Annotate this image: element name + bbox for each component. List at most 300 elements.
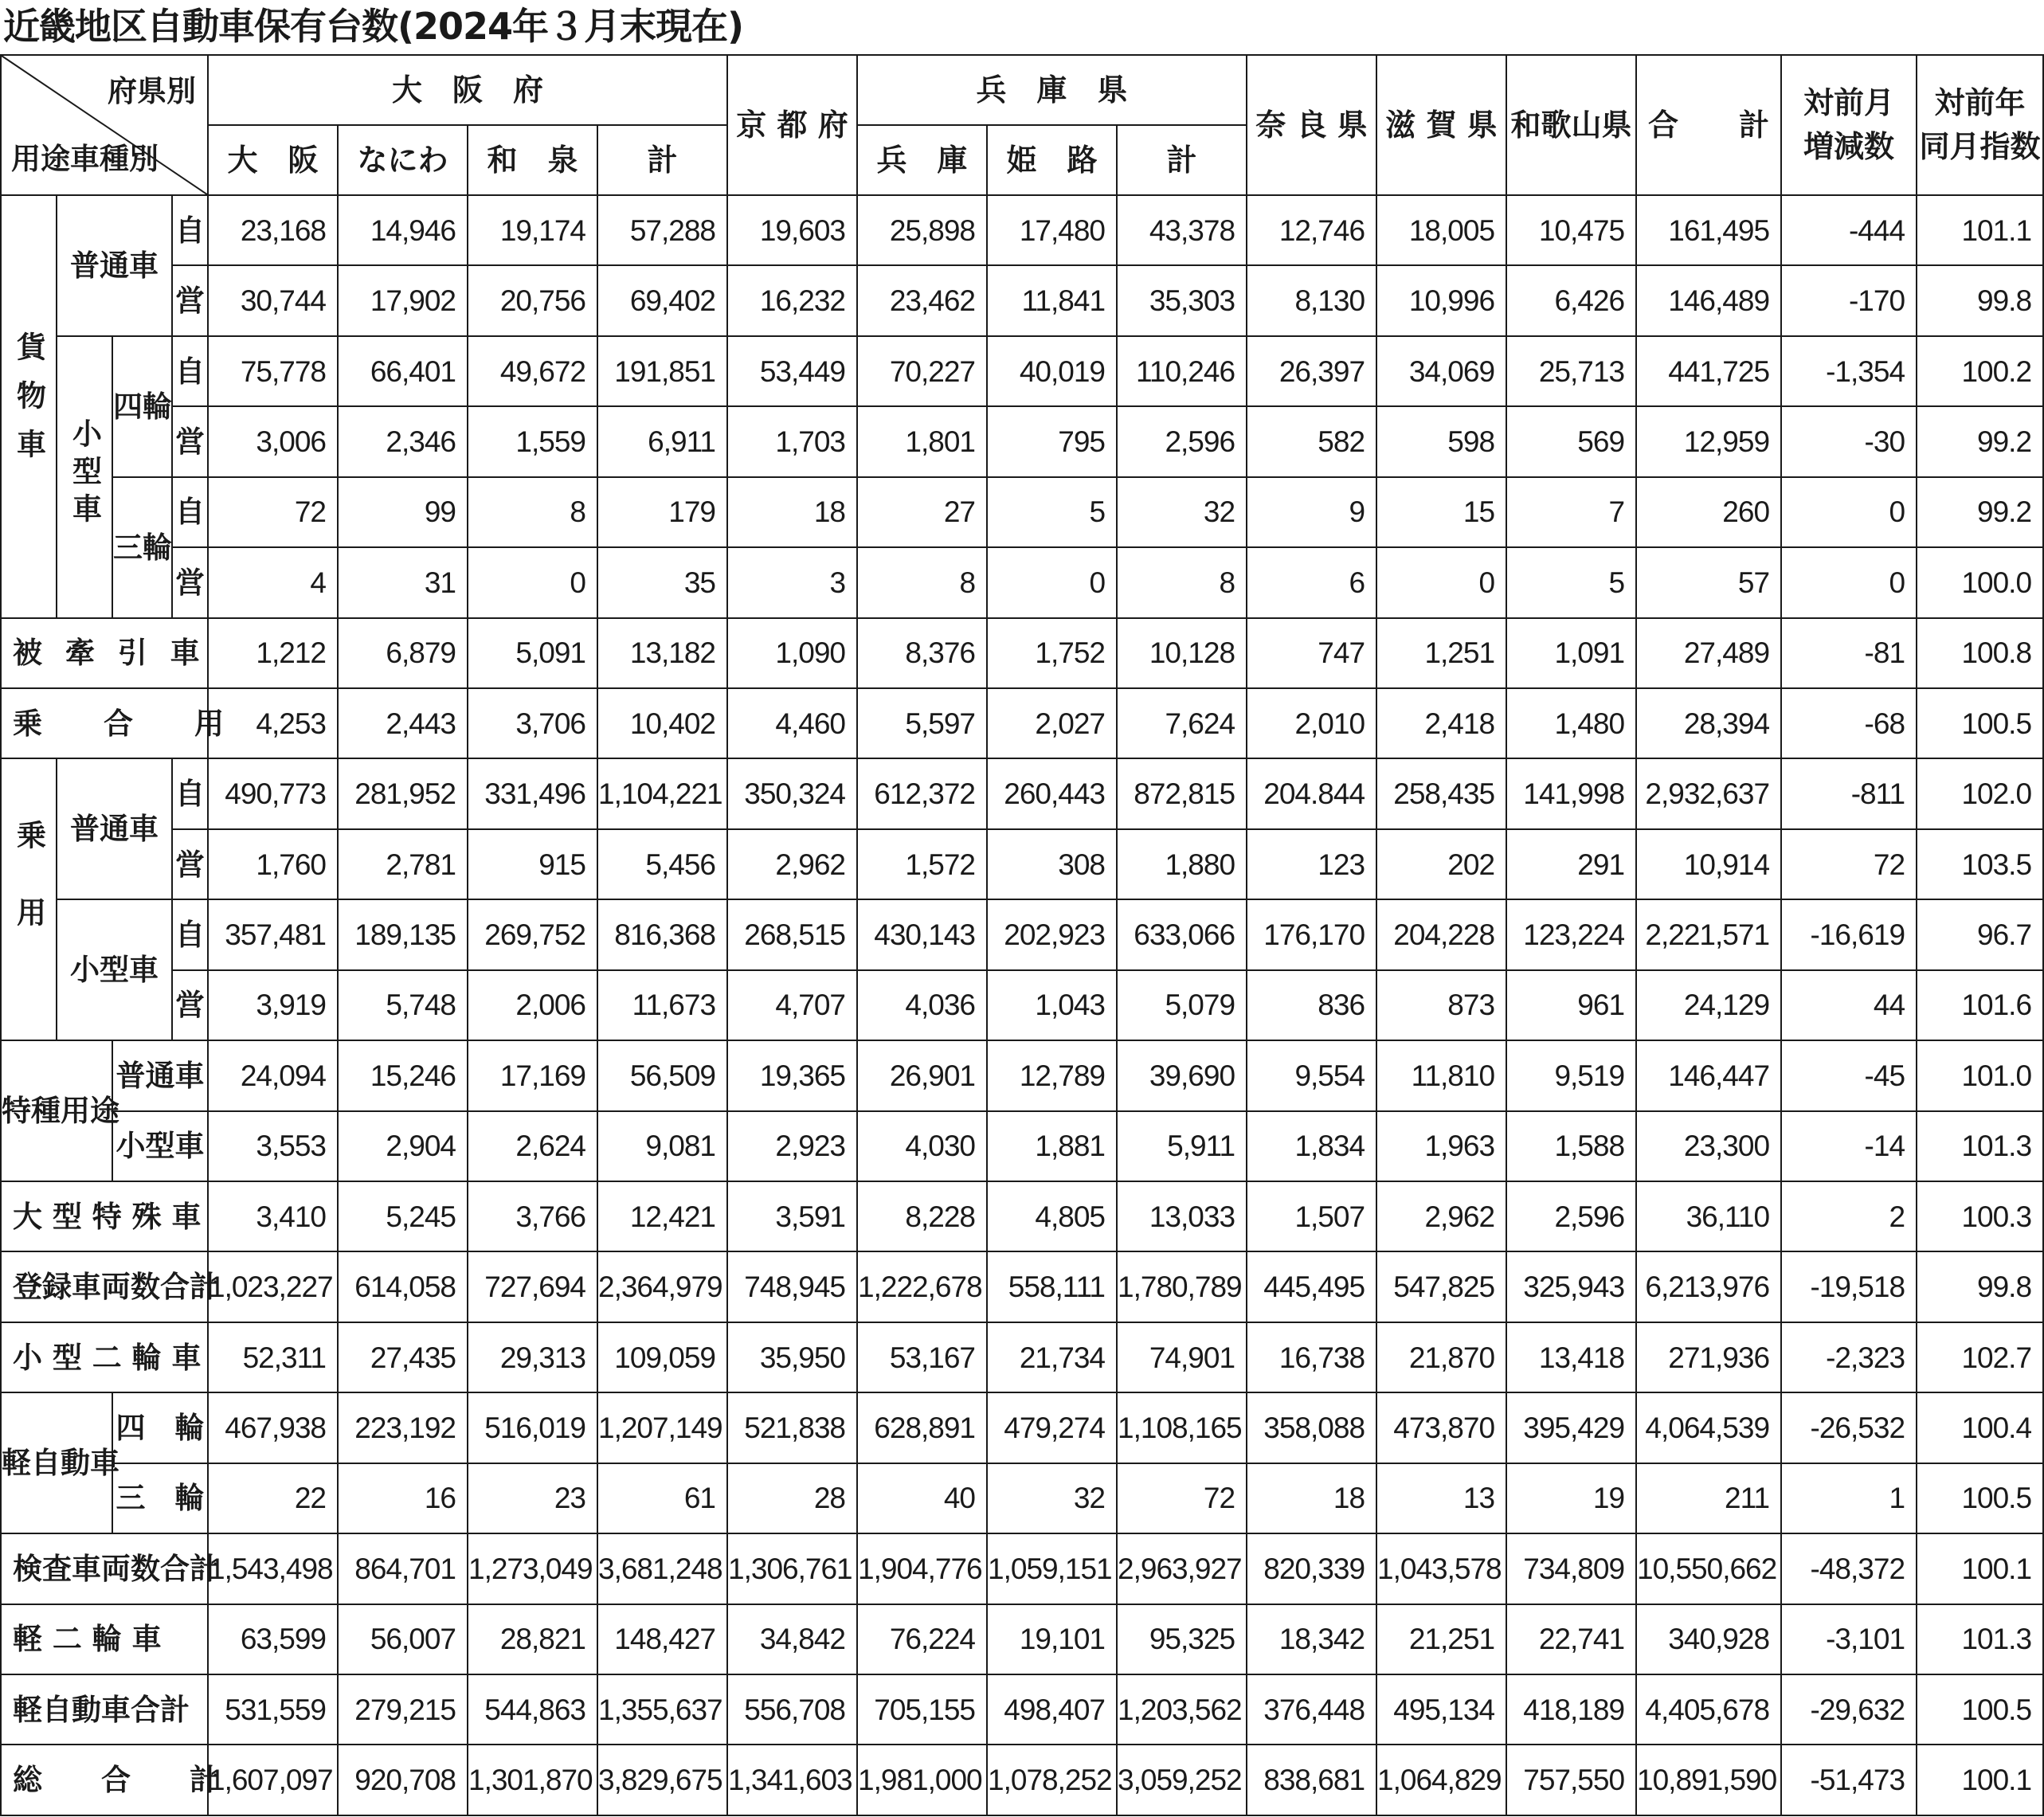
cell-naniwa: 27,435 bbox=[338, 1322, 468, 1392]
cell-osaka-sum: 3,829,675 bbox=[597, 1745, 727, 1815]
cell-hyogo: 26,901 bbox=[857, 1040, 987, 1110]
ei-label: 営 bbox=[172, 970, 208, 1040]
ei-label: 営 bbox=[172, 265, 208, 335]
cell-izumi: 269,752 bbox=[468, 899, 597, 969]
table-row bbox=[1, 1111, 2043, 1181]
cell-naniwa: 614,058 bbox=[338, 1251, 468, 1322]
cell-nara: 123 bbox=[1247, 829, 1376, 899]
cell-yoy-index: 101.3 bbox=[1917, 1604, 2043, 1674]
cell-yoy-index: 99.2 bbox=[1917, 406, 2043, 476]
corner-bottom-label: 用途車種別 bbox=[11, 142, 159, 177]
cell-shiga: 1,043,578 bbox=[1376, 1533, 1506, 1604]
cell-nara: 12,746 bbox=[1247, 195, 1376, 265]
cell-hyogo: 1,981,000 bbox=[857, 1745, 987, 1815]
cell-himeji: 795 bbox=[987, 406, 1117, 476]
cell-hyogo: 1,801 bbox=[857, 406, 987, 476]
cell-mom-change: -45 bbox=[1781, 1040, 1917, 1110]
cell-wakayama: 395,429 bbox=[1506, 1392, 1636, 1463]
cell-naniwa: 281,952 bbox=[338, 758, 468, 828]
cell-mom-change: -48,372 bbox=[1781, 1533, 1917, 1604]
cell-kyoto: 34,842 bbox=[727, 1604, 857, 1674]
kensa-total-label: 検査車両数合計 bbox=[1, 1533, 208, 1604]
cell-osaka-sum: 12,421 bbox=[597, 1181, 727, 1251]
freight-kogata-label: 小型車 bbox=[57, 336, 112, 618]
cell-izumi: 727,694 bbox=[468, 1251, 597, 1322]
cell-hyogo: 8 bbox=[857, 547, 987, 617]
cell-shiga: 34,069 bbox=[1376, 336, 1506, 406]
cell-shiga: 11,810 bbox=[1376, 1040, 1506, 1110]
yoy-header-line1: 対前年 bbox=[1934, 84, 2026, 120]
cell-yoy-index: 96.7 bbox=[1917, 899, 2043, 969]
cell-hyogo: 628,891 bbox=[857, 1392, 987, 1463]
cell-yoy-index: 99.8 bbox=[1917, 1251, 2043, 1322]
kei-total-label: 軽自動車合計 bbox=[1, 1674, 208, 1745]
cell-total: 161,495 bbox=[1636, 195, 1781, 265]
cell-naniwa: 56,007 bbox=[338, 1604, 468, 1674]
cell-hyogo-sum: 3,059,252 bbox=[1117, 1745, 1247, 1815]
cell-nara: 836 bbox=[1247, 970, 1376, 1040]
cell-osaka: 3,006 bbox=[208, 406, 338, 476]
cell-total: 10,914 bbox=[1636, 829, 1781, 899]
table-row bbox=[1, 195, 2043, 265]
cell-yoy-index: 102.0 bbox=[1917, 758, 2043, 828]
cell-naniwa: 920,708 bbox=[338, 1745, 468, 1815]
cell-wakayama: 291 bbox=[1506, 829, 1636, 899]
table-row bbox=[1, 1322, 2043, 1392]
table-row bbox=[1, 1463, 2043, 1533]
table-row bbox=[1, 758, 2043, 828]
cell-osaka: 4 bbox=[208, 547, 338, 617]
passenger-futsu-label: 普通車 bbox=[57, 758, 172, 899]
cell-izumi: 1,273,049 bbox=[468, 1533, 597, 1604]
cell-total: 4,405,678 bbox=[1636, 1674, 1781, 1745]
nara-header: 奈 良 県 bbox=[1247, 55, 1376, 195]
cell-osaka-sum: 10,402 bbox=[597, 688, 727, 758]
cell-hyogo: 53,167 bbox=[857, 1322, 987, 1392]
cell-naniwa: 99 bbox=[338, 477, 468, 547]
cell-total: 28,394 bbox=[1636, 688, 1781, 758]
cell-kyoto: 268,515 bbox=[727, 899, 857, 969]
toroku-total-label: 登録車両数合計 bbox=[1, 1251, 208, 1322]
cell-kyoto: 748,945 bbox=[727, 1251, 857, 1322]
cell-osaka-sum: 56,509 bbox=[597, 1040, 727, 1110]
cell-osaka: 3,410 bbox=[208, 1181, 338, 1251]
cell-hyogo: 8,228 bbox=[857, 1181, 987, 1251]
cell-izumi: 544,863 bbox=[468, 1674, 597, 1745]
cell-kyoto: 4,460 bbox=[727, 688, 857, 758]
cell-wakayama: 13,418 bbox=[1506, 1322, 1636, 1392]
cell-naniwa: 2,346 bbox=[338, 406, 468, 476]
cell-kyoto: 1,341,603 bbox=[727, 1745, 857, 1815]
cell-himeji: 1,059,151 bbox=[987, 1533, 1117, 1604]
ji-label: 自 bbox=[172, 899, 208, 969]
cell-nara: 1,834 bbox=[1247, 1111, 1376, 1181]
cell-nara: 204.844 bbox=[1247, 758, 1376, 828]
passenger-kogata-label: 小型車 bbox=[57, 899, 172, 1040]
cell-hyogo-sum: 2,596 bbox=[1117, 406, 1247, 476]
cell-hyogo: 705,155 bbox=[857, 1674, 987, 1745]
cell-shiga: 258,435 bbox=[1376, 758, 1506, 828]
cell-total: 211 bbox=[1636, 1463, 1781, 1533]
freight-futsu-label: 普通車 bbox=[57, 195, 172, 336]
cell-izumi: 23 bbox=[468, 1463, 597, 1533]
cell-yoy-index: 100.8 bbox=[1917, 618, 2043, 688]
cell-shiga: 15 bbox=[1376, 477, 1506, 547]
cell-kyoto: 1,703 bbox=[727, 406, 857, 476]
cell-total: 441,725 bbox=[1636, 336, 1781, 406]
cell-osaka-sum: 69,402 bbox=[597, 265, 727, 335]
cell-osaka-sum: 1,207,149 bbox=[597, 1392, 727, 1463]
cell-total: 4,064,539 bbox=[1636, 1392, 1781, 1463]
yonrin-label: 四輪 bbox=[112, 336, 172, 477]
cell-hyogo-sum: 633,066 bbox=[1117, 899, 1247, 969]
cell-naniwa: 17,902 bbox=[338, 265, 468, 335]
cell-wakayama: 19 bbox=[1506, 1463, 1636, 1533]
cell-mom-change: 44 bbox=[1781, 970, 1917, 1040]
cell-shiga: 10,996 bbox=[1376, 265, 1506, 335]
cell-total: 271,936 bbox=[1636, 1322, 1781, 1392]
cell-hyogo-sum: 7,624 bbox=[1117, 688, 1247, 758]
cell-hyogo-sum: 110,246 bbox=[1117, 336, 1247, 406]
cell-osaka-sum: 11,673 bbox=[597, 970, 727, 1040]
cell-osaka: 72 bbox=[208, 477, 338, 547]
cell-izumi: 516,019 bbox=[468, 1392, 597, 1463]
cell-osaka: 1,212 bbox=[208, 618, 338, 688]
cell-osaka: 357,481 bbox=[208, 899, 338, 969]
cell-hyogo-sum: 2,963,927 bbox=[1117, 1533, 1247, 1604]
cell-total: 340,928 bbox=[1636, 1604, 1781, 1674]
cell-nara: 358,088 bbox=[1247, 1392, 1376, 1463]
cell-izumi: 2,006 bbox=[468, 970, 597, 1040]
cell-hyogo-sum: 1,203,562 bbox=[1117, 1674, 1247, 1745]
table-row bbox=[1, 1745, 2043, 1815]
cell-osaka: 30,744 bbox=[208, 265, 338, 335]
cell-himeji: 202,923 bbox=[987, 899, 1117, 969]
table-row bbox=[1, 1251, 2043, 1322]
cell-yoy-index: 100.5 bbox=[1917, 688, 2043, 758]
mom-header-line1: 対前月 bbox=[1803, 84, 1895, 120]
cell-hyogo-sum: 872,815 bbox=[1117, 758, 1247, 828]
cell-izumi: 28,821 bbox=[468, 1604, 597, 1674]
cell-izumi: 2,624 bbox=[468, 1111, 597, 1181]
cell-mom-change: -81 bbox=[1781, 618, 1917, 688]
wakayama-header: 和歌山県 bbox=[1506, 55, 1636, 195]
cell-kyoto: 28 bbox=[727, 1463, 857, 1533]
cell-himeji: 1,752 bbox=[987, 618, 1117, 688]
cell-total: 260 bbox=[1636, 477, 1781, 547]
hyogo-sum-header: 計 bbox=[1117, 125, 1247, 195]
hikensha-label: 被 牽 引 車 bbox=[1, 618, 208, 688]
cell-hyogo: 25,898 bbox=[857, 195, 987, 265]
cell-naniwa: 864,701 bbox=[338, 1533, 468, 1604]
table-row bbox=[1, 1533, 2043, 1604]
cell-yoy-index: 101.3 bbox=[1917, 1111, 2043, 1181]
cell-nara: 8,130 bbox=[1247, 265, 1376, 335]
cell-naniwa: 14,946 bbox=[338, 195, 468, 265]
cell-shiga: 204,228 bbox=[1376, 899, 1506, 969]
cell-himeji: 5 bbox=[987, 477, 1117, 547]
cell-hyogo: 5,597 bbox=[857, 688, 987, 758]
ji-label: 自 bbox=[172, 758, 208, 828]
cell-naniwa: 223,192 bbox=[338, 1392, 468, 1463]
cell-hyogo: 430,143 bbox=[857, 899, 987, 969]
cell-nara: 16,738 bbox=[1247, 1322, 1376, 1392]
cell-himeji: 32 bbox=[987, 1463, 1117, 1533]
cell-osaka: 1,607,097 bbox=[208, 1745, 338, 1815]
cell-hyogo-sum: 5,079 bbox=[1117, 970, 1247, 1040]
cell-mom-change: -30 bbox=[1781, 406, 1917, 476]
cell-total: 27,489 bbox=[1636, 618, 1781, 688]
cell-yoy-index: 100.5 bbox=[1917, 1674, 2043, 1745]
cell-osaka-sum: 1,355,637 bbox=[597, 1674, 727, 1745]
cell-yoy-index: 101.1 bbox=[1917, 195, 2043, 265]
cell-osaka-sum: 179 bbox=[597, 477, 727, 547]
cell-wakayama: 25,713 bbox=[1506, 336, 1636, 406]
cell-total: 12,959 bbox=[1636, 406, 1781, 476]
cell-izumi: 8 bbox=[468, 477, 597, 547]
cell-mom-change: -51,473 bbox=[1781, 1745, 1917, 1815]
cell-nara: 1,507 bbox=[1247, 1181, 1376, 1251]
cell-himeji: 498,407 bbox=[987, 1674, 1117, 1745]
cell-mom-change: 0 bbox=[1781, 547, 1917, 617]
cell-osaka-sum: 5,456 bbox=[597, 829, 727, 899]
cell-osaka: 23,168 bbox=[208, 195, 338, 265]
cell-himeji: 1,043 bbox=[987, 970, 1117, 1040]
cell-osaka: 24,094 bbox=[208, 1040, 338, 1110]
cell-yoy-index: 101.6 bbox=[1917, 970, 2043, 1040]
cell-himeji: 558,111 bbox=[987, 1251, 1117, 1322]
cell-osaka: 1,760 bbox=[208, 829, 338, 899]
cell-kyoto: 3,591 bbox=[727, 1181, 857, 1251]
himeji-header: 姫 路 bbox=[987, 125, 1117, 195]
cell-yoy-index: 100.0 bbox=[1917, 547, 2043, 617]
cell-wakayama: 569 bbox=[1506, 406, 1636, 476]
table-row bbox=[1, 899, 2043, 969]
ji-label: 自 bbox=[172, 477, 208, 547]
kei-san-label: 三 輪 bbox=[112, 1463, 208, 1533]
cell-izumi: 19,174 bbox=[468, 195, 597, 265]
cell-osaka-sum: 1,104,221 bbox=[597, 758, 727, 828]
cell-mom-change: -14 bbox=[1781, 1111, 1917, 1181]
cell-hyogo: 4,030 bbox=[857, 1111, 987, 1181]
cell-kyoto: 19,603 bbox=[727, 195, 857, 265]
cell-izumi: 29,313 bbox=[468, 1322, 597, 1392]
cell-nara: 747 bbox=[1247, 618, 1376, 688]
cell-mom-change: -444 bbox=[1781, 195, 1917, 265]
cell-total: 23,300 bbox=[1636, 1111, 1781, 1181]
cell-osaka-sum: 13,182 bbox=[597, 618, 727, 688]
kei-yon-label: 四 輪 bbox=[112, 1392, 208, 1463]
cell-shiga: 21,870 bbox=[1376, 1322, 1506, 1392]
cell-hyogo: 8,376 bbox=[857, 618, 987, 688]
cell-naniwa: 6,879 bbox=[338, 618, 468, 688]
cell-shiga: 1,963 bbox=[1376, 1111, 1506, 1181]
cell-hyogo: 23,462 bbox=[857, 265, 987, 335]
cell-osaka: 22 bbox=[208, 1463, 338, 1533]
cell-yoy-index: 103.5 bbox=[1917, 829, 2043, 899]
table-row bbox=[1, 1040, 2043, 1110]
cell-wakayama: 9,519 bbox=[1506, 1040, 1636, 1110]
cell-wakayama: 1,480 bbox=[1506, 688, 1636, 758]
cell-naniwa: 15,246 bbox=[338, 1040, 468, 1110]
cell-izumi: 915 bbox=[468, 829, 597, 899]
cell-nara: 820,339 bbox=[1247, 1533, 1376, 1604]
cell-osaka: 467,938 bbox=[208, 1392, 338, 1463]
osaka-group-header: 大 阪 府 bbox=[208, 55, 727, 125]
cell-hyogo-sum: 1,780,789 bbox=[1117, 1251, 1247, 1322]
cell-izumi: 5,091 bbox=[468, 618, 597, 688]
ji-label: 自 bbox=[172, 195, 208, 265]
table-row bbox=[1, 1181, 2043, 1251]
cell-osaka: 52,311 bbox=[208, 1322, 338, 1392]
cell-wakayama: 961 bbox=[1506, 970, 1636, 1040]
grand-total-label: 総 合 計 bbox=[1, 1745, 208, 1815]
cell-izumi: 49,672 bbox=[468, 336, 597, 406]
passenger-label: 乗用 bbox=[1, 758, 57, 1040]
yoy-header-line2: 同月指数 bbox=[1919, 129, 2041, 165]
cell-osaka: 531,559 bbox=[208, 1674, 338, 1745]
table-row bbox=[1, 265, 2043, 335]
cell-yoy-index: 100.4 bbox=[1917, 1392, 2043, 1463]
cell-shiga: 495,134 bbox=[1376, 1674, 1506, 1745]
cell-hyogo: 40 bbox=[857, 1463, 987, 1533]
table-row bbox=[1, 688, 2043, 758]
ei-label: 営 bbox=[172, 547, 208, 617]
cell-nara: 2,010 bbox=[1247, 688, 1376, 758]
cell-nara: 18 bbox=[1247, 1463, 1376, 1533]
cell-yoy-index: 101.0 bbox=[1917, 1040, 2043, 1110]
cell-wakayama: 2,596 bbox=[1506, 1181, 1636, 1251]
cell-yoy-index: 100.2 bbox=[1917, 336, 2043, 406]
cell-hyogo: 612,372 bbox=[857, 758, 987, 828]
cell-osaka-sum: 35 bbox=[597, 547, 727, 617]
cell-nara: 26,397 bbox=[1247, 336, 1376, 406]
cell-osaka: 1,023,227 bbox=[208, 1251, 338, 1322]
mom-header-line2: 増減数 bbox=[1803, 129, 1895, 165]
cell-himeji: 21,734 bbox=[987, 1322, 1117, 1392]
cell-osaka-sum: 3,681,248 bbox=[597, 1533, 727, 1604]
table-row bbox=[1, 970, 2043, 1040]
cell-izumi: 0 bbox=[468, 547, 597, 617]
cell-naniwa: 16 bbox=[338, 1463, 468, 1533]
cell-total: 2,932,637 bbox=[1636, 758, 1781, 828]
cell-hyogo: 76,224 bbox=[857, 1604, 987, 1674]
cell-wakayama: 10,475 bbox=[1506, 195, 1636, 265]
cell-izumi: 1,301,870 bbox=[468, 1745, 597, 1815]
cell-naniwa: 31 bbox=[338, 547, 468, 617]
cell-naniwa: 189,135 bbox=[338, 899, 468, 969]
table-row bbox=[1, 477, 2043, 547]
cell-shiga: 21,251 bbox=[1376, 1604, 1506, 1674]
table-row bbox=[1, 618, 2043, 688]
cell-osaka: 63,599 bbox=[208, 1604, 338, 1674]
cell-yoy-index: 102.7 bbox=[1917, 1322, 2043, 1392]
cell-osaka-sum: 191,851 bbox=[597, 336, 727, 406]
cell-total: 10,891,590 bbox=[1636, 1745, 1781, 1815]
cell-nara: 9 bbox=[1247, 477, 1376, 547]
cell-osaka: 1,543,498 bbox=[208, 1533, 338, 1604]
cell-osaka: 3,919 bbox=[208, 970, 338, 1040]
cell-hyogo-sum: 32 bbox=[1117, 477, 1247, 547]
cell-kyoto: 19,365 bbox=[727, 1040, 857, 1110]
cell-shiga: 473,870 bbox=[1376, 1392, 1506, 1463]
cell-mom-change: -1,354 bbox=[1781, 336, 1917, 406]
cell-izumi: 3,766 bbox=[468, 1181, 597, 1251]
page-title: 近畿地区自動車保有台数(2024年３月末現在) bbox=[3, 5, 744, 48]
cell-total: 146,447 bbox=[1636, 1040, 1781, 1110]
table-row bbox=[1, 1604, 2043, 1674]
cell-kyoto: 350,324 bbox=[727, 758, 857, 828]
cell-naniwa: 66,401 bbox=[338, 336, 468, 406]
cell-nara: 176,170 bbox=[1247, 899, 1376, 969]
cell-izumi: 1,559 bbox=[468, 406, 597, 476]
cell-osaka-sum: 61 bbox=[597, 1463, 727, 1533]
vehicle-stats-table bbox=[0, 54, 2044, 1816]
cell-hyogo-sum: 35,303 bbox=[1117, 265, 1247, 335]
cell-nara: 9,554 bbox=[1247, 1040, 1376, 1110]
cell-hyogo: 1,572 bbox=[857, 829, 987, 899]
cell-total: 6,213,976 bbox=[1636, 1251, 1781, 1322]
osaka-sum-header: 計 bbox=[597, 125, 727, 195]
cell-mom-change: -811 bbox=[1781, 758, 1917, 828]
cell-kyoto: 3 bbox=[727, 547, 857, 617]
ei-label: 営 bbox=[172, 829, 208, 899]
cell-wakayama: 734,809 bbox=[1506, 1533, 1636, 1604]
cell-mom-change: -26,532 bbox=[1781, 1392, 1917, 1463]
table-row bbox=[1, 406, 2043, 476]
cell-hyogo-sum: 43,378 bbox=[1117, 195, 1247, 265]
cell-wakayama: 6,426 bbox=[1506, 265, 1636, 335]
table-row bbox=[1, 336, 2043, 406]
cell-hyogo-sum: 1,108,165 bbox=[1117, 1392, 1247, 1463]
cell-total: 24,129 bbox=[1636, 970, 1781, 1040]
hyogo-group-header: 兵 庫 県 bbox=[857, 55, 1247, 125]
izumi-header: 和 泉 bbox=[468, 125, 597, 195]
cell-nara: 445,495 bbox=[1247, 1251, 1376, 1322]
cell-hyogo-sum: 13,033 bbox=[1117, 1181, 1247, 1251]
cell-himeji: 4,805 bbox=[987, 1181, 1117, 1251]
table-row bbox=[1, 829, 2043, 899]
cell-wakayama: 123,224 bbox=[1506, 899, 1636, 969]
cell-kyoto: 521,838 bbox=[727, 1392, 857, 1463]
cell-hyogo: 1,222,678 bbox=[857, 1251, 987, 1322]
kei-label: 軽自動車 bbox=[1, 1392, 112, 1533]
cell-himeji: 479,274 bbox=[987, 1392, 1117, 1463]
cell-himeji: 19,101 bbox=[987, 1604, 1117, 1674]
cell-mom-change: -3,101 bbox=[1781, 1604, 1917, 1674]
cell-wakayama: 1,091 bbox=[1506, 618, 1636, 688]
cell-hyogo-sum: 10,128 bbox=[1117, 618, 1247, 688]
cell-yoy-index: 100.1 bbox=[1917, 1533, 2043, 1604]
cell-naniwa: 2,443 bbox=[338, 688, 468, 758]
table-row bbox=[1, 1674, 2043, 1745]
cell-kyoto: 4,707 bbox=[727, 970, 857, 1040]
cell-osaka-sum: 109,059 bbox=[597, 1322, 727, 1392]
cell-hyogo-sum: 39,690 bbox=[1117, 1040, 1247, 1110]
kogata-nirin-label: 小 型 二 輪 車 bbox=[1, 1322, 208, 1392]
cell-osaka: 75,778 bbox=[208, 336, 338, 406]
cell-wakayama: 757,550 bbox=[1506, 1745, 1636, 1815]
cell-shiga: 1,251 bbox=[1376, 618, 1506, 688]
cell-osaka-sum: 9,081 bbox=[597, 1111, 727, 1181]
cell-kyoto: 1,306,761 bbox=[727, 1533, 857, 1604]
cell-wakayama: 5 bbox=[1506, 547, 1636, 617]
cell-mom-change: -170 bbox=[1781, 265, 1917, 335]
cell-total: 2,221,571 bbox=[1636, 899, 1781, 969]
osaka-header: 大 阪 bbox=[208, 125, 338, 195]
cell-himeji: 12,789 bbox=[987, 1040, 1117, 1110]
total-header: 合 計 bbox=[1636, 55, 1781, 195]
